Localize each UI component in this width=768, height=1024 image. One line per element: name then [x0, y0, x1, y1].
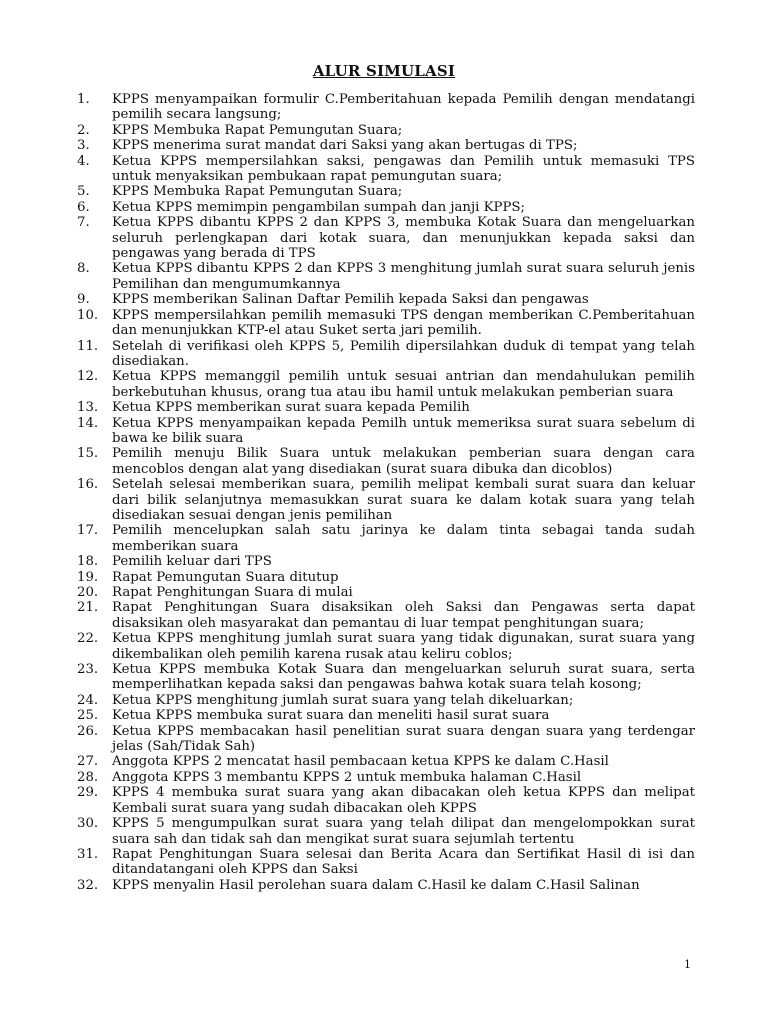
- list-item-text: Ketua KPPS dibantu KPPS 2 dan KPPS 3, membuka Kotak Suara dan mengeluarkan seluruh perlengkapan dari kotak suara, dan menunjukkan kepada saksi dan pengawas yang berada di TPS: [112, 215, 695, 262]
- list-item-number: 26.: [77, 723, 99, 739]
- list-item: [77, 308, 695, 339]
- list-item: [77, 400, 695, 415]
- list-item: [77, 200, 695, 215]
- list-item: [77, 770, 695, 785]
- list-item-number: 3.: [77, 138, 90, 154]
- list-item-text: Ketua KPPS menyampaikan kepada Pemilh untuk memeriksa surat suara sebelum di bawa ke bilik suara: [112, 415, 695, 446]
- page-number: 1: [684, 958, 691, 971]
- list-item-number: 18.: [77, 554, 99, 570]
- list-item-number: 6.: [77, 199, 90, 215]
- list-item-text: Rapat Penghitungan Suara di mulai: [112, 585, 353, 600]
- list-item-text: Ketua KPPS memanggil pemilih untuk sesuai antrian dan mendahulukan pemilih berkebutuhan khusus, orang tua atau ibu hamil untuk melakukan pemberian suara: [112, 369, 695, 400]
- list-item-number: 28.: [77, 769, 99, 785]
- list-item: [77, 154, 695, 185]
- list-item-text: Ketua KPPS membuka surat suara dan meneliti hasil surat suara: [112, 708, 550, 724]
- list-item-number: 1.: [77, 92, 90, 107]
- document-title: ALUR SIMULASI: [312, 62, 456, 80]
- list-item-number: 19.: [77, 569, 99, 585]
- list-item-number: 24.: [77, 692, 99, 708]
- list-item-number: 12.: [77, 369, 99, 385]
- list-item-number: 10.: [77, 307, 99, 323]
- list-item-text: KPPS Membuka Rapat Pemungutan Suara;: [112, 184, 403, 200]
- list-item-text: Anggota KPPS 3 membantu KPPS 2 untuk membuka halaman C.Hasil: [112, 769, 582, 785]
- list-item-text: KPPS mempersilahkan pemilih memasuki TPS dengan memberikan C.Pemberitahuan dan menunjukkan KTP-el atau Suket serta jari pemilih.: [112, 307, 695, 339]
- list-item-text: Rapat Penghitungan Suara selesai dan Berita Acara dan Sertifikat Hasil di isi dan ditandatangani oleh KPPS dan Saksi: [112, 846, 695, 878]
- list-item: [77, 123, 695, 138]
- list-item: [77, 184, 695, 199]
- list-item-text: Ketua KPPS menghitung jumlah surat suara yang telah dikeluarkan;: [112, 692, 574, 708]
- list-item: [77, 339, 695, 370]
- list-item: [77, 724, 695, 755]
- list-item: [77, 631, 695, 662]
- list-item-number: 25.: [77, 708, 99, 724]
- list-item-number: 2.: [77, 122, 90, 138]
- list-item: [77, 847, 695, 878]
- list-item-text: KPPS menyampaikan formulir C.Pemberitahuan kepada Pemilih dengan mendatangi pemilih secara langsung;: [112, 92, 695, 123]
- list-item-number: 9.: [77, 292, 90, 308]
- list-item-number: 32.: [77, 877, 99, 893]
- list-item-number: 17.: [77, 523, 99, 539]
- list-item-number: 23.: [77, 662, 99, 678]
- list-item-number: 5.: [77, 184, 90, 200]
- list-item-text: KPPS 5 mengumpulkan surat suara yang telah dilipat dan mengelompokkan surat suara sah dan tidak sah dan mengikat surat suara sejumlah tertentu: [112, 816, 695, 847]
- list-item-text: Setelah di verifikasi oleh KPPS 5, Pemilih dipersilahkan duduk di tempat yang telah disediakan.: [112, 338, 695, 369]
- list-item: [77, 662, 695, 693]
- list-item: [77, 92, 695, 123]
- list-item: [77, 292, 695, 307]
- list-item: [77, 708, 695, 723]
- list-item-number: 30.: [77, 816, 99, 832]
- list-item-text: Pemilih menuju Bilik Suara untuk melakukan pemberian suara dengan cara mencoblos dengan alat yang disediakan (surat suara dibuka dan dicoblos): [112, 446, 695, 477]
- list-item-text: Setelah selesai memberikan suara, pemilih melipat kembali surat suara dan keluar dari bilik selanjutnya memasukkan surat suara ke dalam kotak suara yang telah disediakan sesuai dengan jenis pemilihan: [112, 477, 695, 523]
- list-item-text: Ketua KPPS dibantu KPPS 2 dan KPPS 3 menghitung jumlah surat suara seluruh jenis Pemilihan dan mengumumkannya: [112, 261, 695, 292]
- list-item-number: 13.: [77, 400, 99, 416]
- list-item: [77, 369, 695, 400]
- list-item: [77, 261, 695, 292]
- list-item-number: 27.: [77, 754, 99, 770]
- list-item-text: Ketua KPPS membuka Kotak Suara dan mengeluarkan seluruh surat suara, serta memperlihatkan kepada saksi dan pengawas bahwa kotak suara telah kosong;: [112, 662, 695, 693]
- list-item-text: KPPS memberikan Salinan Daftar Pemilih kepada Saksi dan pengawas: [112, 292, 589, 308]
- list-item-text: Anggota KPPS 2 mencatat hasil pembacaan ketua KPPS ke dalam C.Hasil: [112, 754, 609, 770]
- list-item: [77, 878, 695, 893]
- list-item: [77, 585, 695, 600]
- list-item-text: KPPS menerima surat mandat dari Saksi yang akan bertugas di TPS;: [112, 138, 578, 154]
- list-item-number: 8.: [77, 261, 90, 277]
- list-item: [77, 693, 695, 708]
- list-item-text: Pemilih mencelupkan salah satu jarinya ke dalam tinta sebagai tanda sudah memberikan suara: [112, 523, 695, 554]
- list-item-number: 4.: [77, 153, 90, 169]
- list-item: [77, 785, 695, 816]
- list-item: [77, 446, 695, 477]
- list-item: [77, 570, 695, 585]
- list-item-text: Ketua KPPS memimpin pengambilan sumpah dan janji KPPS;: [112, 199, 525, 215]
- list-item: [77, 215, 695, 261]
- list-item: [77, 554, 695, 569]
- simulation-steps-list: [77, 92, 695, 893]
- list-item-number: 15.: [77, 446, 99, 462]
- list-item-number: 16.: [77, 477, 99, 493]
- list-item: [77, 138, 695, 153]
- list-item-number: 31.: [77, 846, 99, 862]
- list-item-text: KPPS menyalin Hasil perolehan suara dalam C.Hasil ke dalam C.Hasil Salinan: [112, 877, 640, 893]
- list-item: [77, 416, 695, 447]
- list-item-number: 22.: [77, 631, 99, 647]
- list-item-text: Ketua KPPS memberikan surat suara kepada Pemilih: [112, 400, 470, 416]
- list-item-number: 11.: [77, 338, 99, 354]
- list-item: [77, 816, 695, 847]
- list-item: [77, 600, 695, 631]
- list-item-text: Ketua KPPS membacakan hasil penelitian surat suara dengan suara yang terdengar jelas (Sah/Tidak Sah): [112, 723, 695, 755]
- list-item-text: Pemilih keluar dari TPS: [112, 554, 272, 570]
- list-item-number: 14.: [77, 415, 99, 431]
- list-item-number: 21.: [77, 600, 99, 616]
- list-item-text: Ketua KPPS menghitung jumlah surat suara yang tidak digunakan, surat suara yang dikembalikan oleh pemilih karena rusak atau keliru coblos;: [112, 631, 695, 662]
- list-item: [77, 523, 695, 554]
- list-item: [77, 477, 695, 523]
- list-item-text: KPPS 4 membuka surat suara yang akan dibacakan oleh ketua KPPS dan melipat Kembali surat suara yang sudah dibacakan oleh KPPS: [112, 785, 695, 816]
- list-item-text: Rapat Pemungutan Suara ditutup: [112, 569, 339, 585]
- list-item-number: 20.: [77, 585, 99, 600]
- list-item-number: 29.: [77, 785, 99, 801]
- list-item-text: KPPS Membuka Rapat Pemungutan Suara;: [112, 122, 403, 138]
- list-item-number: 7.: [77, 215, 90, 231]
- list-item: [77, 754, 695, 769]
- list-item-text: Rapat Penghitungan Suara disaksikan oleh Saksi dan Pengawas serta dapat disaksikan oleh masyarakat dan pemantau di luar tempat penghitungan suara;: [112, 600, 695, 631]
- list-item-text: Ketua KPPS mempersilahkan saksi, pengawas dan Pemilih untuk memasuki TPS untuk menyaksikan pembukaan rapat pemungutan suara;: [112, 153, 695, 185]
